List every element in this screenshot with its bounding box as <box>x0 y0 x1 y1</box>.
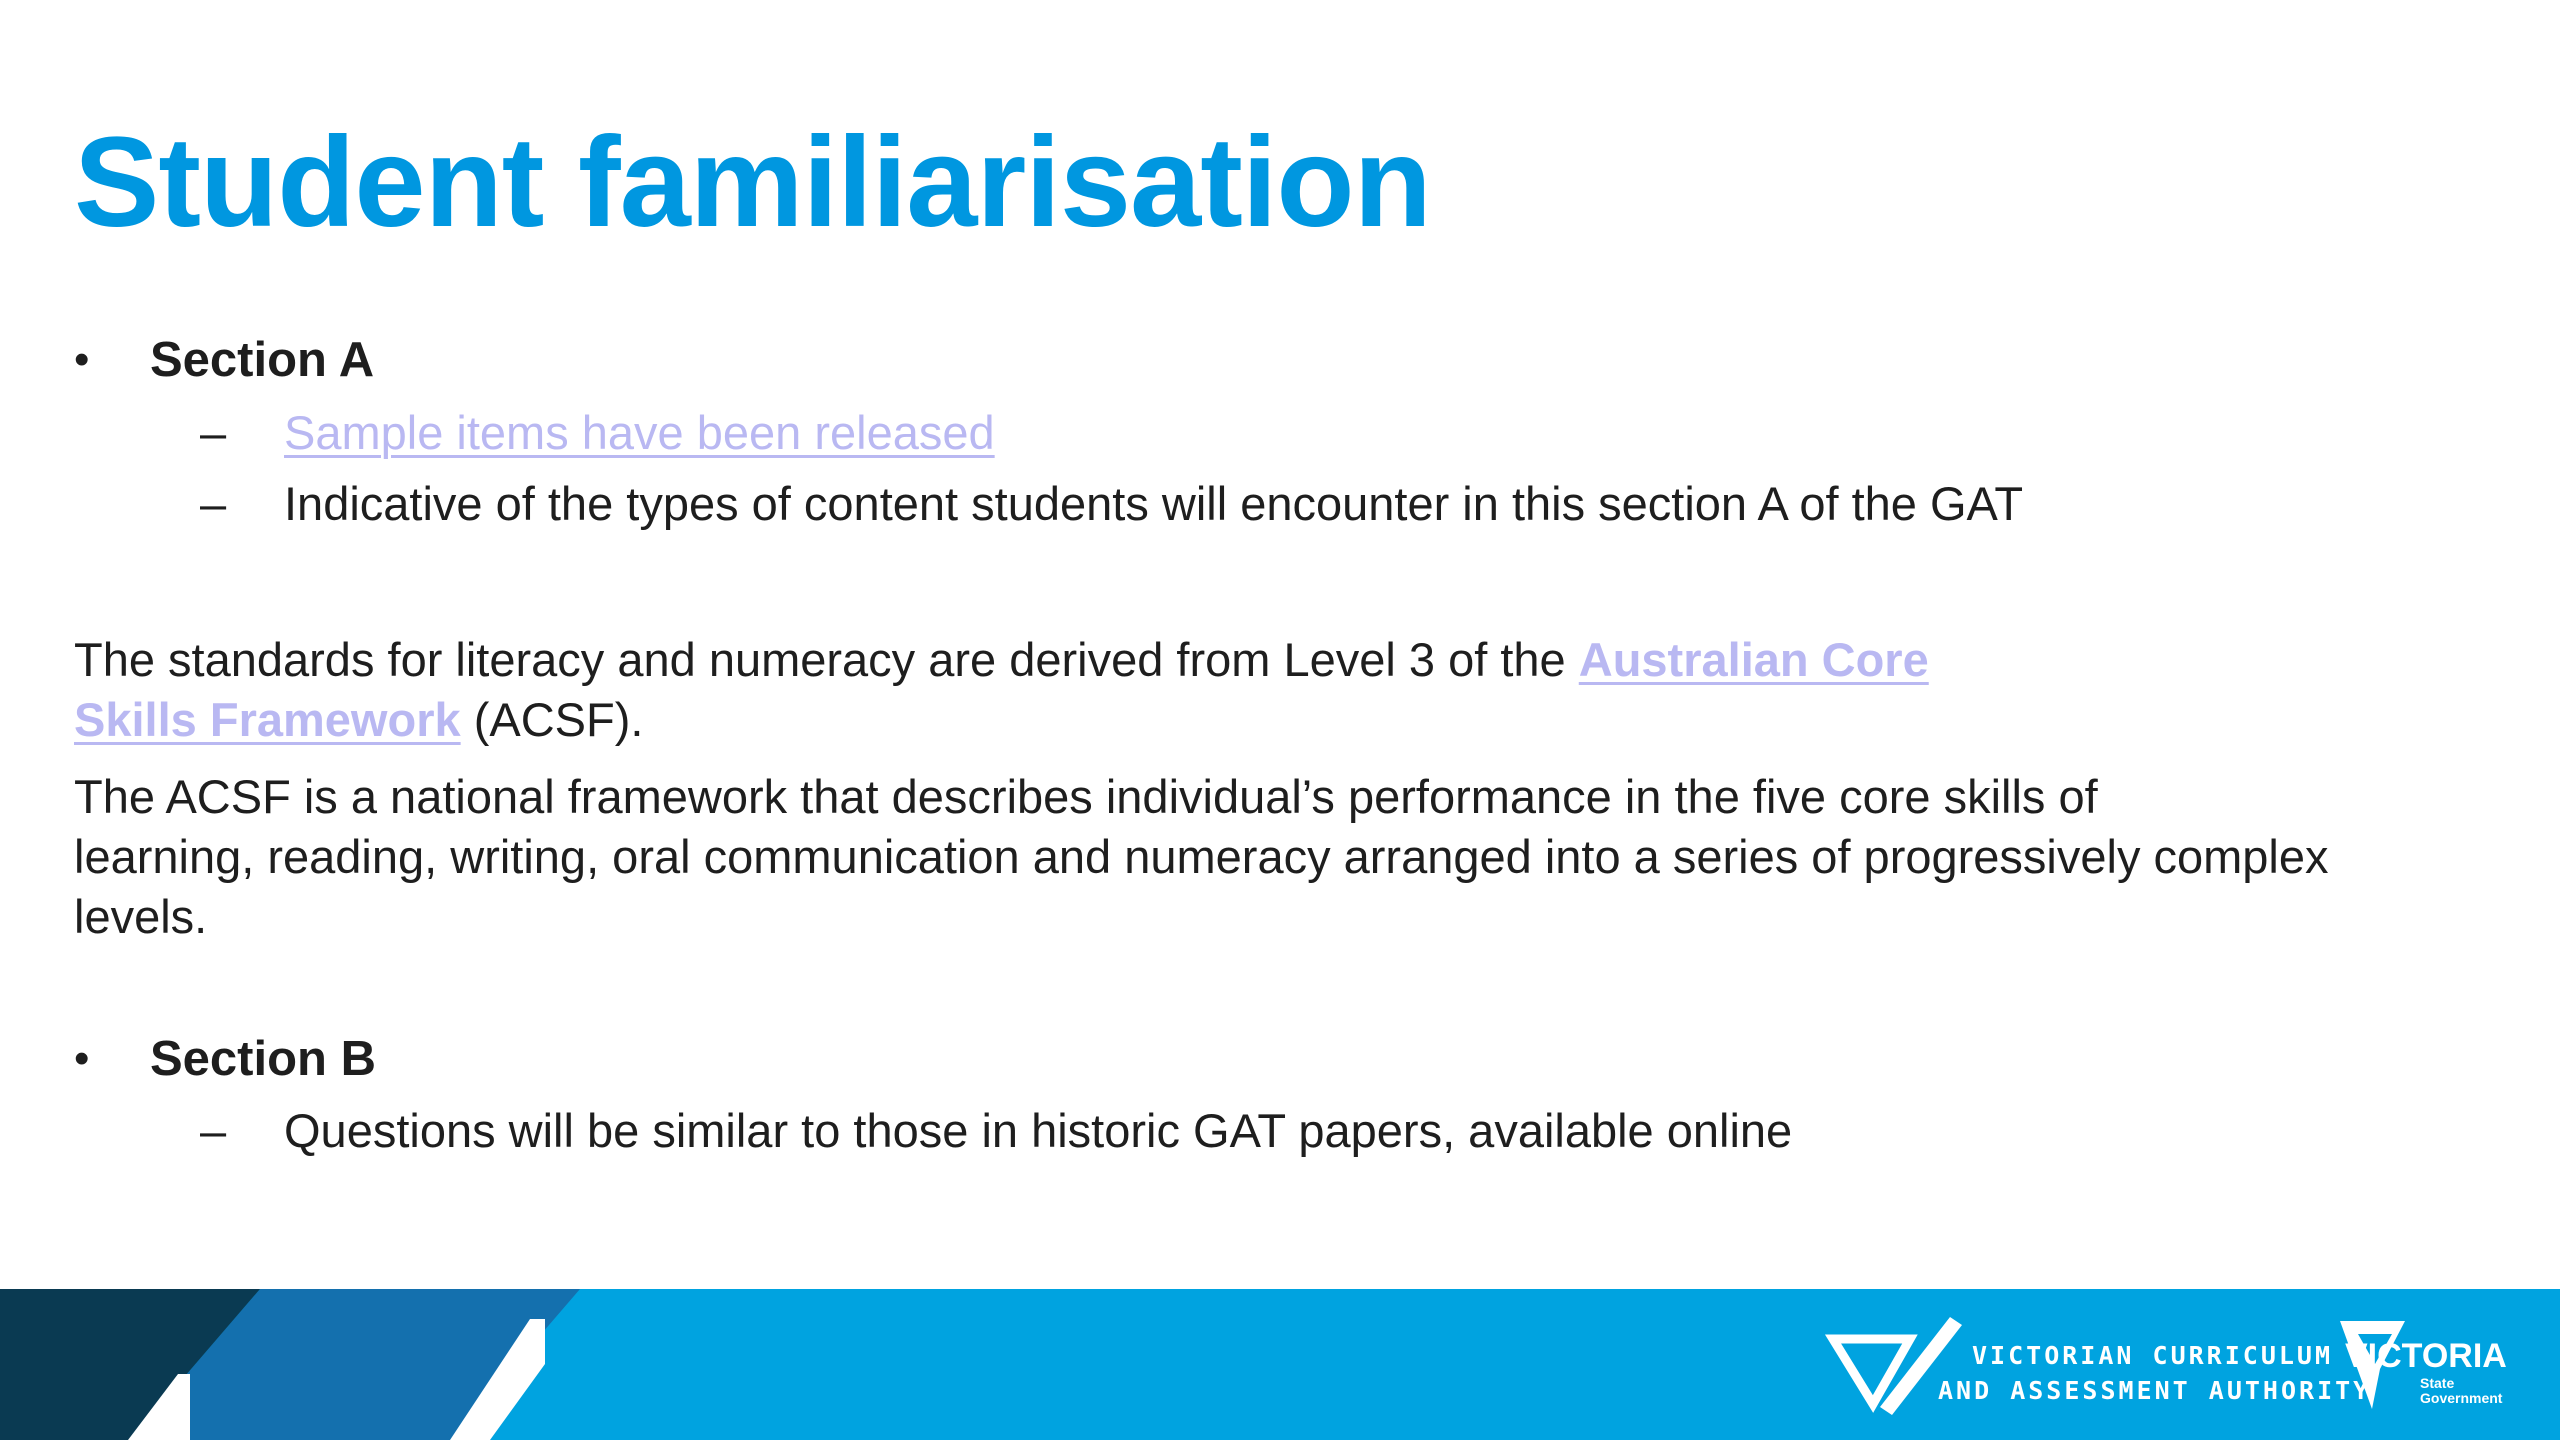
victoria-subtext <box>2420 1376 2502 1406</box>
section-b-item-1 <box>200 1101 1792 1161</box>
section-a-item-2 <box>200 474 2023 534</box>
slide-title: Student familiarisation <box>74 111 1431 254</box>
victoria-sub-1: State <box>2420 1375 2455 1391</box>
vcaa-line-2: AND ASSESSMENT AUTHORITY <box>1938 1376 2372 1405</box>
section-a-label: Section A <box>150 333 375 387</box>
bullet-glyph: • <box>74 1034 90 1083</box>
acsf-link-part1[interactable]: Australian Core <box>1578 633 1929 686</box>
section-b-item-text: Questions will be similar to those in historic GAT papers, available online <box>284 1104 1793 1157</box>
vcaa-line-1: VICTORIAN CURRICULUM <box>1972 1341 2334 1370</box>
acsf-line-3: levels. <box>74 890 208 943</box>
victoria-wordmark: VICTORIA <box>2345 1337 2507 1375</box>
standards-paragraph <box>74 630 2494 750</box>
section-b-bullet <box>74 1029 376 1089</box>
bullet-glyph: • <box>74 335 90 384</box>
vcaa-logo-text <box>1938 1338 2372 1408</box>
dash-glyph: – <box>200 477 227 530</box>
section-b-label: Section B <box>150 1032 376 1086</box>
victoria-sub-2: Government <box>2420 1390 2503 1406</box>
section-a-bullet <box>74 330 374 390</box>
dash-glyph: – <box>200 406 227 459</box>
standards-text-after: (ACSF). <box>460 693 644 746</box>
standards-text-before: The standards for literacy and numeracy are derived from Level 3 of the <box>74 633 1579 686</box>
acsf-line-2: learning, reading, writing, oral communication and numeracy arranged into a series of progressively complex <box>74 830 2329 883</box>
acsf-line-1: The ACSF is a national framework that describes individual’s performance in the five core skills of <box>74 770 2098 823</box>
section-a-item-1 <box>200 403 995 463</box>
sample-items-link[interactable]: Sample items have been released <box>284 406 995 459</box>
acsf-link-part2[interactable]: Skills Framework <box>74 693 461 746</box>
section-a-item-text: Indicative of the types of content students will encounter in this section A of the GAT <box>284 477 2024 530</box>
dash-glyph: – <box>200 1104 227 1157</box>
acsf-paragraph <box>74 767 2494 947</box>
